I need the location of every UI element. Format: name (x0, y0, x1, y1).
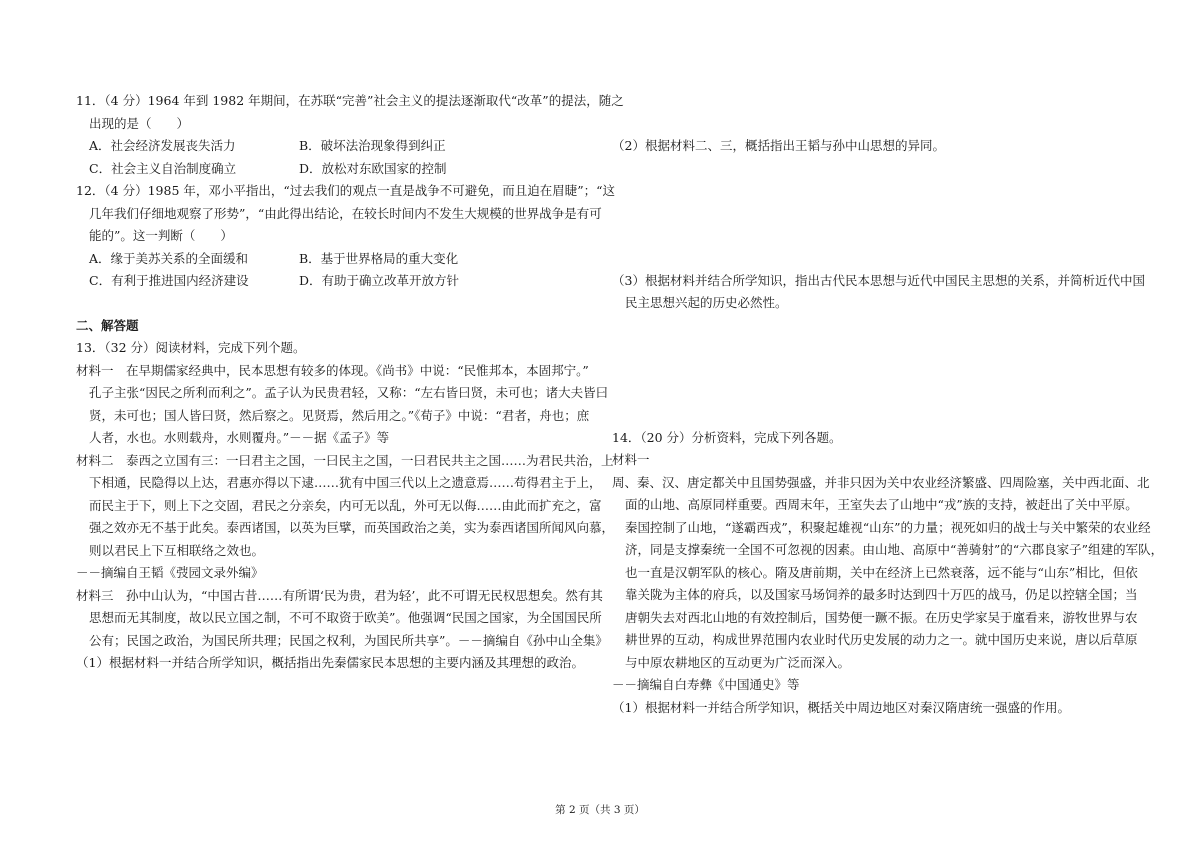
material-1: 面的山地、高原同样重要。西周末年，王室失去了山地中“戎”族的支持，被赶出了关中平原。 (625, 497, 1138, 512)
left-column (76, 90, 624, 675)
material-1: 人者，水也。水则载舟，水则覆舟。”－－据《孟子》等 (89, 430, 390, 445)
sub-question-2: （2）根据材料二、三，概括指出王韬与孙中山思想的异同。 (612, 138, 945, 153)
material-1: 贤，未可也；国人皆曰贤，然后察之。见贤焉，然后用之。”《荀子》中说：“君者，舟也；庶 (89, 407, 590, 423)
sub-question-3: （3）根据材料并结合所学知识，指出古代民本思想与近代中国民主思想的关系，并简析近代中国 (612, 272, 1145, 288)
option-a: A．缘于美苏关系的全面缓和 (89, 250, 249, 266)
sub-question-1: （1）根据材料一并结合所学知识，概括关中周边地区对秦汉隋唐统一强盛的作用。 (612, 699, 1070, 715)
question-14 (612, 427, 1164, 720)
material-source: －－摘编自王韬《弢园文录外编》 (76, 565, 264, 580)
option-d: D．有助于确立改革开放方针 (299, 273, 460, 288)
material-3: 思想而无其制度，故以民立国之制，不可不取资于欧美”。他强调“民国之国家，为全国国民所 (89, 610, 602, 625)
material-source: －－摘编自白寿彝《中国通史》等 (612, 677, 800, 692)
material-2: 下相通，民隐得以上达，君惠亦得以下逮……犹有中国三代以上之遗意焉……苟得君主于上， (89, 475, 602, 490)
material-2: 则以君民上下互相联络之效也。 (89, 542, 265, 558)
material-label: 材料一 (612, 452, 650, 467)
section-title: 二、解答题 (76, 317, 139, 333)
options-row (76, 270, 606, 293)
question-12 (76, 180, 616, 293)
page-footer: 第 2 页（共 3 页） (555, 804, 645, 816)
question-text: 能的”。这一判断（ ） (89, 228, 233, 243)
options-row (76, 248, 606, 271)
material-3: 公有；民国之政治，为国民所共理；民国之权利，为国民所共享”。－－摘编自《孙中山全集》 (89, 632, 608, 648)
option-a: A．社会经济发展丧失活力 (89, 138, 236, 153)
material-1: 与中原农耕地区的互动更为广泛而深入。 (625, 654, 851, 670)
material-1: 耕世界的互动，构成世界范围内农业时代历史发展的动力之一。就中国历史来说，唐以后草原 (625, 632, 1138, 647)
material-2: 材料二 泰西之立国有三：一曰君主之国，一曰民主之国，一曰君民共主之国……为君民共治，上 (76, 452, 614, 468)
material-2: 而民主于下，则上下之交固，君民之分亲矣，内可无以乱，外可无以侮……由此而扩充之，富 (89, 497, 602, 513)
options-row (76, 158, 606, 181)
option-b: B．基于世界格局的重大变化 (299, 250, 459, 266)
question-text: 11．（4 分）1964 年到 1982 年期间，在苏联“完善”社会主义的提法逐渐取代“改革”的提法，随之 (76, 93, 624, 108)
material-1: 也一直是汉朝军队的核心。隋及唐前期，关中在经济上已然衰落，远不能与“山东”相比，但依 (625, 564, 1138, 580)
question-intro: 14．（20 分）分析资料，完成下列各题。 (612, 429, 842, 445)
sub-question-3: 民主思想兴起的历史必然性。 (625, 295, 788, 310)
question-text: 出现的是（ ） (89, 115, 190, 131)
material-1: 秦国控制了山地，“遂霸西戎”，积聚起雄视“山东”的力量；视死如归的战士与关中繁荣的农业经 (625, 519, 1151, 535)
question-11 (76, 90, 624, 180)
material-1: 孔子主张“因民之所利而利之”。孟子认为民贵君轻，又称：“左右皆曰贤，未可也；诸大夫皆曰 (89, 385, 609, 400)
options-row (76, 135, 606, 158)
question-text: 几年我们仔细地观察了形势”，“由此得出结论，在较长时间内不发生大规模的世界战争是有可 (89, 205, 602, 221)
question-text: 12．（4 分）1985 年，邓小平指出，“过去我们的观点一直是战争不可避免，而且迫在眉睫”；“这 (76, 183, 616, 198)
question-intro: 13．（32 分）阅读材料，完成下列个题。 (76, 340, 306, 355)
material-3: 材料三 孙中山认为，“中国古昔……有所谓‘民为贵，君为轻’，此不可谓无民权思想矣。然有其 (76, 587, 603, 603)
material-1: 材料一 在早期儒家经典中，民本思想有较多的体现。《尚书》中说：“民惟邦本，本固邦宁。” (76, 362, 589, 378)
material-1: 周、秦、汉、唐定都关中且国势强盛，并非只因为关中农业经济繁盛、四周险塞，关中西北面、北 (612, 474, 1150, 490)
option-b: B．破坏法治现象得到纠正 (299, 138, 446, 153)
option-c: C．有利于推进国内经济建设 (89, 273, 249, 288)
material-1: 唐朝失去对西北山地的有效控制后，国势便一蹶不振。在历史学家吴于廑看来，游牧世界与农 (625, 609, 1138, 625)
sub-question-1: （1）根据材料一并结合所学知识，概括指出先秦儒家民本思想的主要内涵及其理想的政治。 (76, 655, 584, 670)
right-column (612, 90, 1164, 719)
option-d: D．放松对东欧国家的控制 (299, 160, 447, 176)
material-1: 济，同是支撑秦统一全国不可忽视的因素。由山地、高原中“善骑射”的“六郡良家子”组建的军队， (625, 542, 1164, 557)
option-c: C．社会主义自治制度确立 (89, 160, 237, 176)
material-2: 强之效亦无不基于此矣。泰西诸国，以英为巨擘，而英国政治之美，实为泰西诸国所闻风向慕， (89, 520, 615, 535)
material-1: 靠关陇为主体的府兵，以及国家马场饲养的最多时达到四十万匹的战马，仍足以控辖全国；当 (625, 587, 1138, 602)
question-13 (76, 337, 615, 675)
